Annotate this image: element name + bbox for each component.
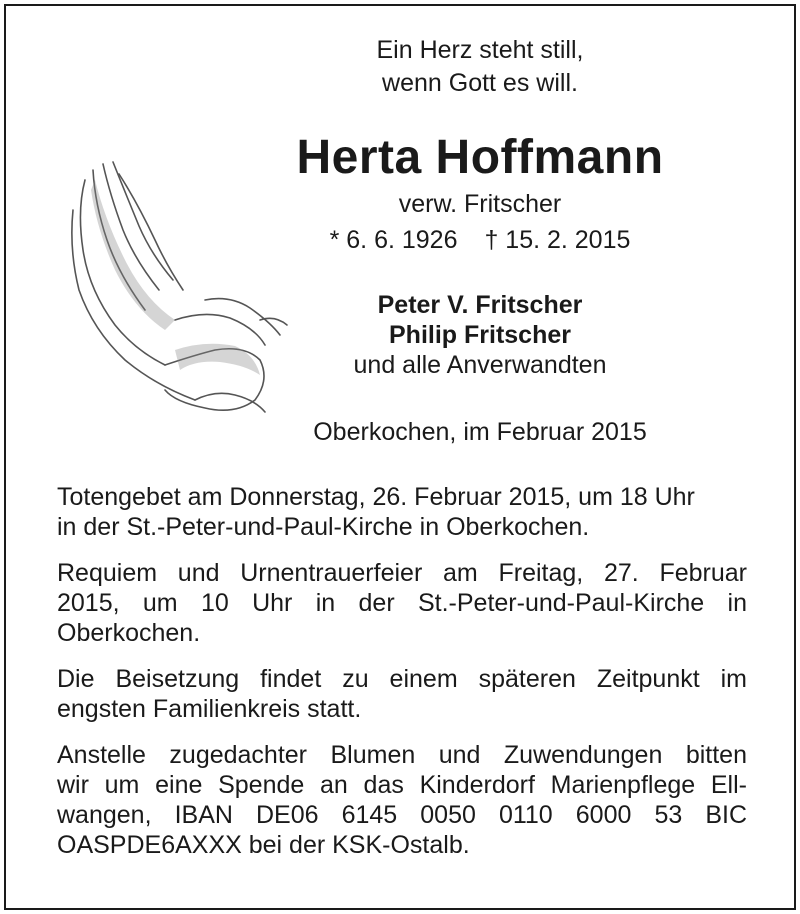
p1-line-1: Totengebet am Donnerstag, 26. Februar 2015, um 18 Uhr — [57, 483, 695, 511]
mourner-others: und alle Anverwandten — [353, 351, 607, 379]
burial-paragraph — [57, 664, 747, 724]
widowed-name: verw. Fritscher — [398, 190, 562, 218]
poem-line-1: Ein Herz steht still, — [376, 36, 584, 64]
p4-line-1: Anstelle zugedachter Blumen und Zuwendungen bitten — [57, 741, 747, 769]
life-dates — [300, 226, 660, 255]
place-date: Oberkochen, im Februar 2015 — [313, 418, 647, 446]
mourner-2: Philip Fritscher — [389, 321, 571, 349]
poem-line-2: wenn Gott es will. — [382, 69, 578, 97]
notice-body — [57, 482, 747, 876]
donation-paragraph — [57, 740, 747, 860]
p4-line-2: wir um eine Spende an das Kinderdorf Marienpflege Ell- — [57, 771, 747, 799]
p4-line-4: OASPDE6AXXX bei der KSK-Ostalb. — [57, 831, 470, 859]
p2-line-2: 2015, um 10 Uhr in der St.-Peter-und-Paul-Kirche in — [57, 589, 747, 617]
death-date: † 15. 2. 2015 — [484, 226, 631, 254]
requiem-paragraph — [57, 558, 747, 648]
p2-line-1: Requiem und Urnentrauerfeier am Freitag, 27. Februar — [57, 559, 747, 587]
deceased-name: Herta Hoffmann — [296, 131, 664, 184]
p2-line-3: Oberkochen. — [57, 619, 201, 647]
mourner-1: Peter V. Fritscher — [377, 291, 583, 319]
p3-line-1: Die Beisetzung findet zu einem späteren Zeitpunkt im — [57, 665, 747, 693]
p1-line-2: in der St.-Peter-und-Paul-Kirche in Oberkochen. — [57, 513, 590, 541]
praying-hands-icon — [55, 150, 290, 420]
mourners — [300, 290, 660, 380]
prayer-paragraph — [57, 482, 747, 542]
poem — [300, 34, 660, 100]
p4-line-3: wangen, IBAN DE06 6145 0050 0110 6000 53 BIC — [57, 801, 747, 829]
birth-date: * 6. 6. 1926 — [329, 226, 458, 254]
p3-line-2: engsten Familienkreis statt. — [57, 695, 362, 723]
